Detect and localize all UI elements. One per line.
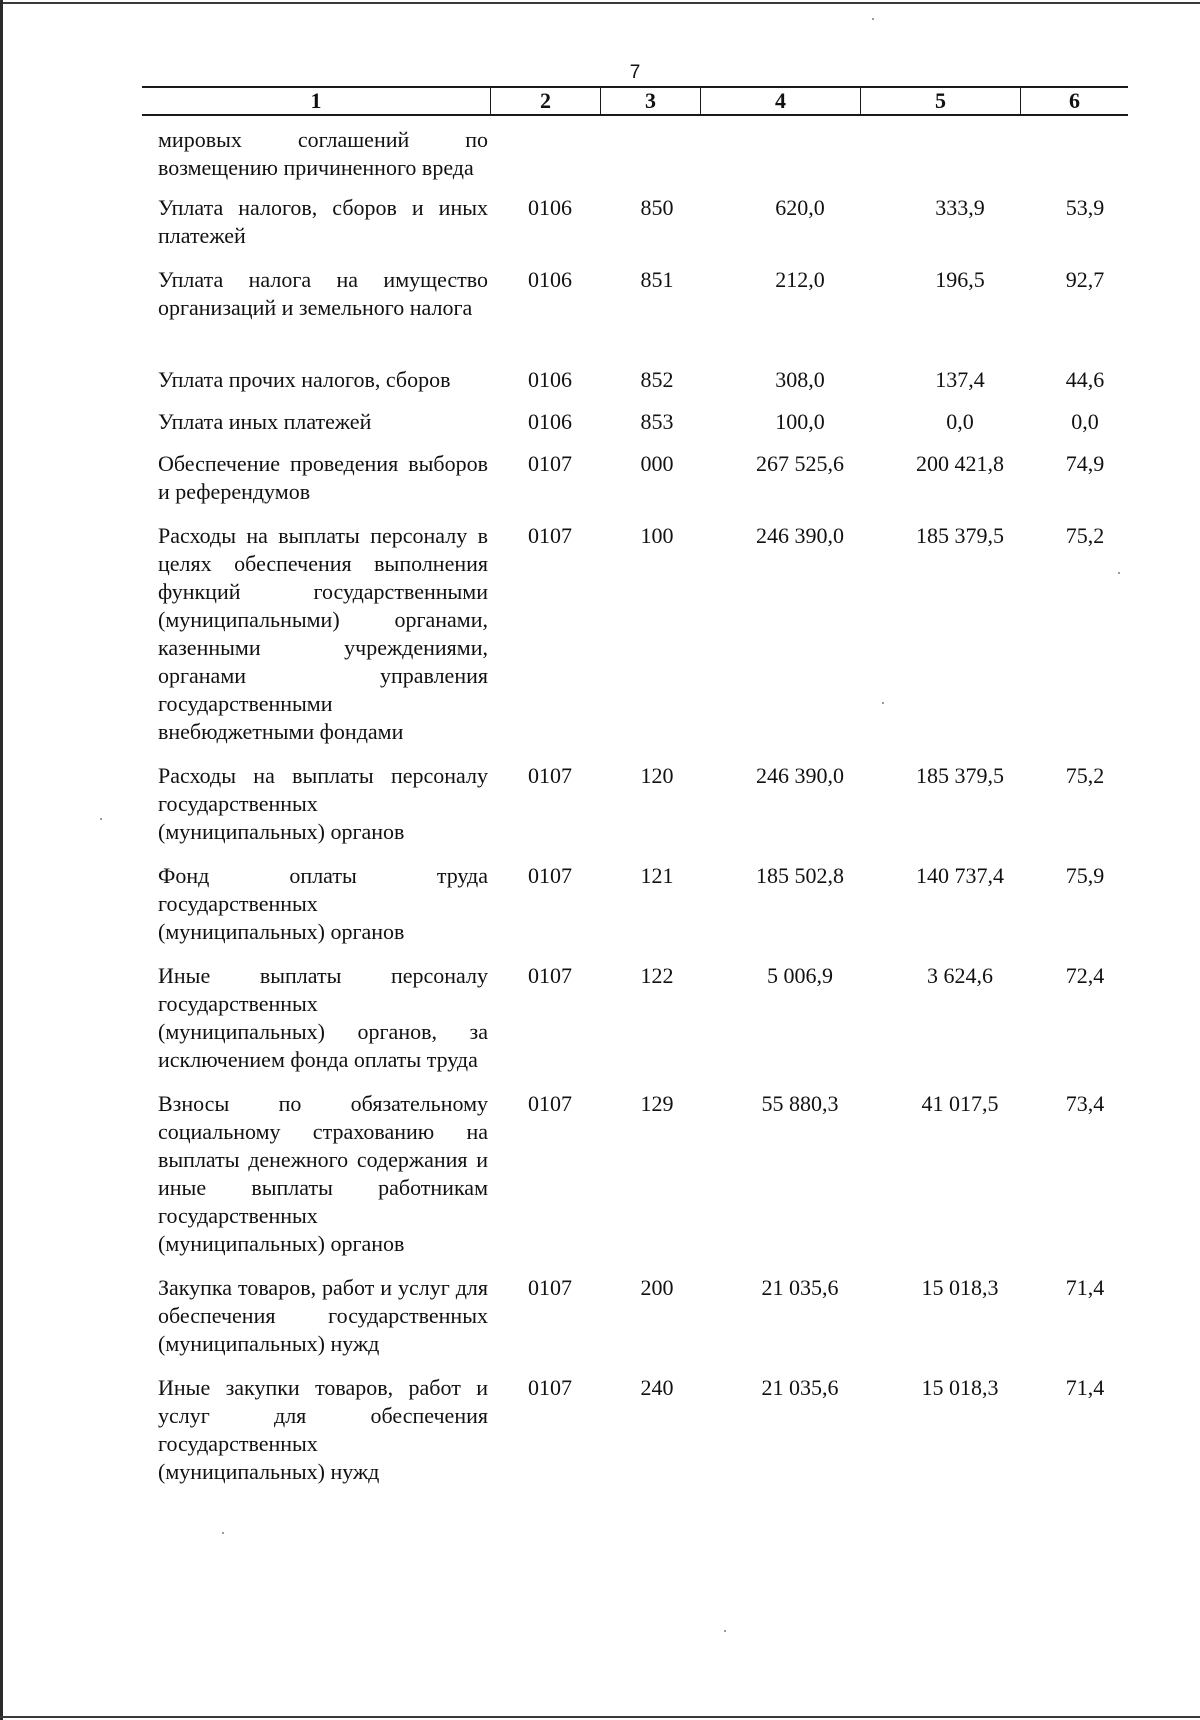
row-actual-amount: 0,0 — [946, 409, 974, 434]
row-expense-type: 129 — [640, 1091, 674, 1116]
row-actual-amount: 333,9 — [935, 195, 985, 220]
row-description: Расходы на выплаты персоналу государственных (муниципальных) органов — [158, 763, 488, 844]
row-percent: 75,9 — [1065, 863, 1105, 888]
row-actual-amount: 196,5 — [935, 267, 985, 292]
row-section-code: 0107 — [528, 451, 572, 476]
scan-speck — [1118, 572, 1120, 574]
header-col-5: 5 — [860, 88, 1020, 114]
row-section-code: 0107 — [528, 1091, 572, 1116]
row-percent: 74,9 — [1065, 451, 1105, 476]
row-section-code: 0107 — [528, 1275, 572, 1300]
scan-speck — [222, 1532, 224, 1534]
row-description: Уплата налогов, сборов и иных платежей — [158, 195, 488, 248]
row-expense-type: 122 — [640, 963, 674, 988]
row-section-code: 0106 — [528, 267, 572, 292]
scan-border-left — [0, 0, 3, 1720]
row-planned-amount: 185 502,8 — [756, 863, 844, 888]
scan-border-top — [0, 2, 1200, 4]
scan-speck — [724, 1630, 726, 1632]
scan-speck — [882, 702, 884, 704]
row-actual-amount: 140 737,4 — [916, 863, 1004, 888]
row-percent: 92,7 — [1065, 267, 1105, 292]
row-expense-type: 121 — [640, 863, 674, 888]
row-description: Иные выплаты персоналу государственных (муниципальных) органов, за исключением фонда оплаты труда — [158, 963, 488, 1072]
header-col-4: 4 — [700, 88, 860, 114]
row-section-code: 0107 — [528, 1375, 572, 1400]
row-expense-type: 240 — [640, 1375, 674, 1400]
row-planned-amount: 246 390,0 — [756, 763, 844, 788]
row-percent: 72,4 — [1065, 963, 1105, 988]
scan-speck — [100, 818, 102, 820]
row-section-code: 0106 — [528, 195, 572, 220]
header-col-2: 2 — [490, 88, 600, 114]
row-description: Обеспечение проведения выборов и референдумов — [158, 451, 488, 504]
row-percent: 44,6 — [1065, 367, 1105, 392]
scan-border-bottom — [0, 1716, 1200, 1718]
row-planned-amount: 21 035,6 — [761, 1375, 839, 1400]
row-section-code: 0107 — [528, 963, 572, 988]
header-col-3: 3 — [600, 88, 700, 114]
row-description: мировых соглашений по возмещению причиненного вреда — [158, 127, 488, 180]
row-expense-type: 120 — [640, 763, 674, 788]
row-actual-amount: 15 018,3 — [921, 1375, 999, 1400]
row-description: Уплата прочих налогов, сборов — [158, 367, 451, 392]
row-section-code: 0106 — [528, 367, 572, 392]
scan-speck — [872, 18, 874, 20]
row-expense-type: 200 — [640, 1275, 674, 1300]
row-description: Уплата иных платежей — [158, 409, 372, 434]
row-planned-amount: 100,0 — [775, 409, 825, 434]
row-planned-amount: 5 006,9 — [767, 963, 833, 988]
row-actual-amount: 15 018,3 — [921, 1275, 999, 1300]
row-section-code: 0107 — [528, 763, 572, 788]
row-planned-amount: 212,0 — [775, 267, 825, 292]
row-expense-type: 852 — [640, 367, 674, 392]
page-number: 7 — [629, 62, 641, 83]
row-planned-amount: 21 035,6 — [761, 1275, 839, 1300]
header-col-6: 6 — [1020, 88, 1128, 114]
row-actual-amount: 137,4 — [935, 367, 985, 392]
row-description: Взносы по обязательному социальному страхованию на выплаты денежного содержания и иные выплаты работникам государственных (муниципальных) органов — [158, 1091, 488, 1256]
header-col-1: 1 — [310, 88, 322, 113]
row-actual-amount: 3 624,6 — [927, 963, 993, 988]
row-description: Иные закупки товаров, работ и услуг для обеспечения государственных (муниципальных) нужд — [158, 1375, 488, 1484]
row-planned-amount: 55 880,3 — [761, 1091, 839, 1116]
row-planned-amount: 308,0 — [775, 367, 825, 392]
row-percent: 71,4 — [1065, 1375, 1105, 1400]
row-planned-amount: 620,0 — [775, 195, 825, 220]
row-description: Закупка товаров, работ и услуг для обеспечения государственных (муниципальных) нужд — [158, 1275, 488, 1356]
row-planned-amount: 267 525,6 — [756, 451, 844, 476]
row-planned-amount: 246 390,0 — [756, 523, 844, 548]
row-actual-amount: 185 379,5 — [916, 523, 1004, 548]
row-expense-type: 100 — [640, 523, 674, 548]
row-description: Расходы на выплаты персоналу в целях обеспечения выполнения функций государственными (муниципальными) органами, казенными учреждениями, органами управления государственными внебюджетными фондами — [158, 523, 488, 744]
row-description: Уплата налога на имущество организаций и земельного налога — [158, 267, 488, 320]
row-actual-amount: 200 421,8 — [916, 451, 1004, 476]
row-section-code: 0107 — [528, 863, 572, 888]
row-expense-type: 853 — [640, 409, 674, 434]
row-percent: 71,4 — [1065, 1275, 1105, 1300]
row-percent: 0,0 — [1071, 409, 1099, 434]
row-expense-type: 851 — [640, 267, 674, 292]
row-section-code: 0107 — [528, 523, 572, 548]
row-percent: 75,2 — [1065, 523, 1105, 548]
row-expense-type: 000 — [640, 451, 674, 476]
row-description: Фонд оплаты труда государственных (муниципальных) органов — [158, 863, 488, 944]
row-percent: 53,9 — [1065, 195, 1105, 220]
row-actual-amount: 41 017,5 — [921, 1091, 999, 1116]
row-percent: 73,4 — [1065, 1091, 1105, 1116]
row-section-code: 0106 — [528, 409, 572, 434]
row-percent: 75,2 — [1065, 763, 1105, 788]
row-expense-type: 850 — [640, 195, 674, 220]
table-header — [142, 86, 1128, 116]
row-actual-amount: 185 379,5 — [916, 763, 1004, 788]
